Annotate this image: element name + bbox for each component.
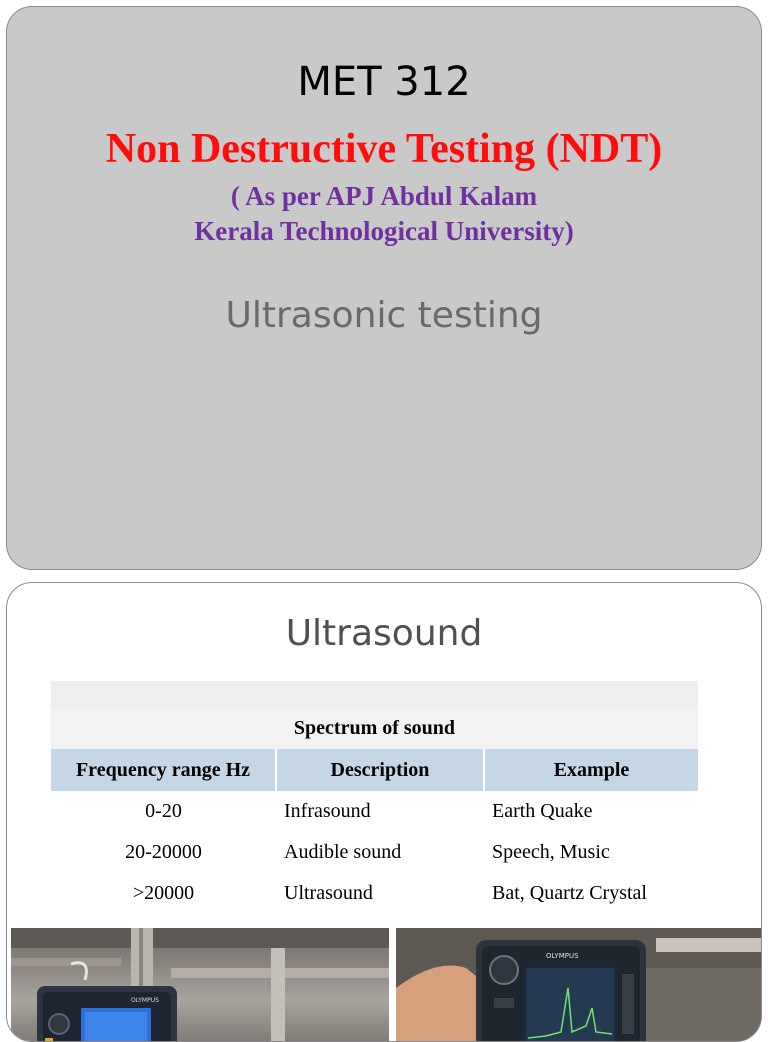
flaw-detector-illustration [11,928,389,1042]
flaw-detector-photo-right [396,928,762,1042]
cell-example: Bat, Quartz Crystal [492,882,647,904]
header-frequency: Frequency range Hz [51,749,276,791]
cell-frequency: 20-20000 [125,841,202,863]
course-code: MET 312 [297,59,471,105]
topic-heading: Ultrasonic testing [225,295,543,336]
table-row [51,873,698,914]
table-header-row [51,749,698,791]
cell-description: Audible sound [284,841,402,863]
cell-frequency: 0-20 [145,800,182,822]
sound-spectrum-table [51,681,698,914]
svg-text:OLYMPUS: OLYMPUS [131,997,159,1004]
title-slide [6,6,762,570]
svg-text:OLYMPUS: OLYMPUS [546,952,579,960]
table-spacer-row [51,681,698,707]
cell-example: Speech, Music [492,841,610,863]
subtitle-line-2: Kerala Technological University) [194,216,574,246]
cell-description: Ultrasound [284,882,373,904]
header-example: Example [484,749,698,791]
cell-example: Earth Quake [492,800,593,822]
handheld-detector-illustration [396,928,762,1042]
flaw-detector-photo-left [11,928,389,1042]
slide-title: Ultrasound [285,613,483,654]
ultrasound-slide [6,582,762,1042]
header-description: Description [276,749,484,791]
cell-frequency: >20000 [132,882,195,904]
table-row [51,791,698,832]
cell-description: Infrasound [284,800,371,822]
table-caption: Spectrum of sound [51,707,698,749]
table-row [51,832,698,873]
subtitle-line-1: ( As per APJ Abdul Kalam [230,181,538,211]
main-title: Non Destructive Testing (NDT) [105,126,663,172]
table-caption-row [51,707,698,749]
